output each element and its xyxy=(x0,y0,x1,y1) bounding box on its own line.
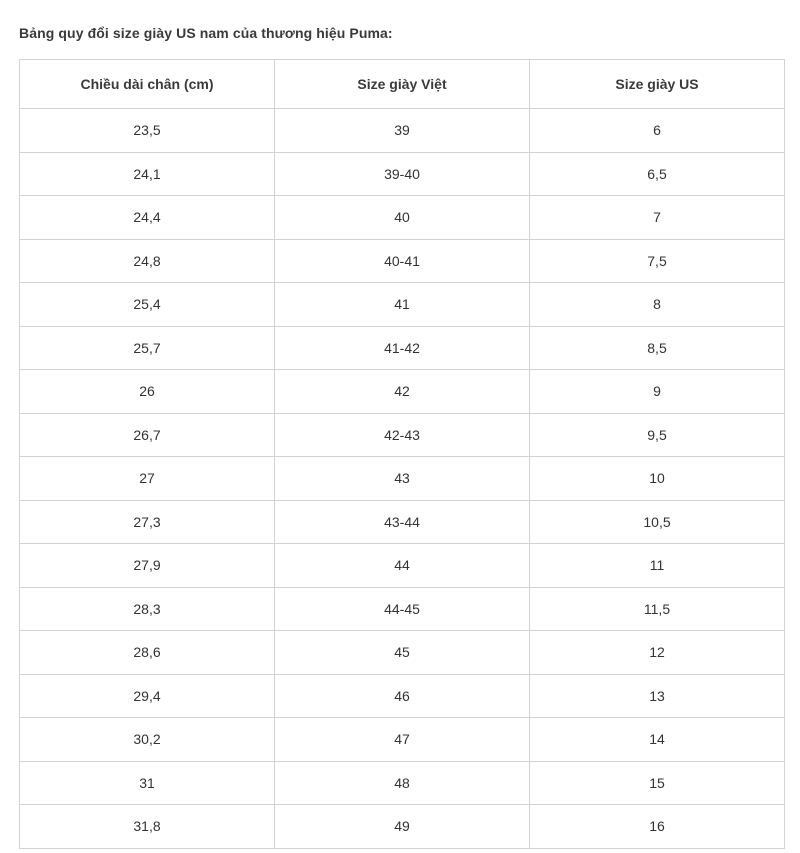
cell-foot-length: 26 xyxy=(20,370,275,414)
cell-us-size: 10,5 xyxy=(530,500,785,544)
cell-us-size: 10 xyxy=(530,457,785,501)
cell-vn-size: 40-41 xyxy=(275,239,530,283)
cell-vn-size: 44 xyxy=(275,544,530,588)
cell-us-size: 6 xyxy=(530,109,785,153)
cell-vn-size: 49 xyxy=(275,805,530,849)
size-conversion-table xyxy=(19,59,785,849)
cell-us-size: 7 xyxy=(530,196,785,240)
header-vn-size: Size giày Việt xyxy=(275,60,530,109)
table-row xyxy=(20,718,785,762)
table-row xyxy=(20,544,785,588)
cell-vn-size: 46 xyxy=(275,674,530,718)
header-us-size: Size giày US xyxy=(530,60,785,109)
cell-vn-size: 41 xyxy=(275,283,530,327)
cell-us-size: 12 xyxy=(530,631,785,675)
cell-vn-size: 40 xyxy=(275,196,530,240)
table-row xyxy=(20,326,785,370)
cell-vn-size: 45 xyxy=(275,631,530,675)
table-row xyxy=(20,761,785,805)
cell-us-size: 8 xyxy=(530,283,785,327)
cell-vn-size: 39 xyxy=(275,109,530,153)
cell-vn-size: 42-43 xyxy=(275,413,530,457)
cell-foot-length: 25,4 xyxy=(20,283,275,327)
cell-us-size: 6,5 xyxy=(530,152,785,196)
table-row xyxy=(20,500,785,544)
cell-foot-length: 27,3 xyxy=(20,500,275,544)
cell-foot-length: 24,8 xyxy=(20,239,275,283)
cell-us-size: 9 xyxy=(530,370,785,414)
cell-vn-size: 42 xyxy=(275,370,530,414)
table-row xyxy=(20,587,785,631)
cell-foot-length: 25,7 xyxy=(20,326,275,370)
cell-vn-size: 41-42 xyxy=(275,326,530,370)
cell-vn-size: 43-44 xyxy=(275,500,530,544)
cell-foot-length: 28,3 xyxy=(20,587,275,631)
cell-foot-length: 31 xyxy=(20,761,275,805)
cell-us-size: 15 xyxy=(530,761,785,805)
cell-vn-size: 44-45 xyxy=(275,587,530,631)
cell-us-size: 7,5 xyxy=(530,239,785,283)
table-row xyxy=(20,413,785,457)
cell-foot-length: 29,4 xyxy=(20,674,275,718)
cell-us-size: 14 xyxy=(530,718,785,762)
page-title: Bảng quy đổi size giày US nam của thương hiệu Puma: xyxy=(19,25,393,41)
table-row xyxy=(20,805,785,849)
cell-vn-size: 39-40 xyxy=(275,152,530,196)
table-body xyxy=(20,109,785,849)
cell-vn-size: 47 xyxy=(275,718,530,762)
header-foot-length: Chiều dài chân (cm) xyxy=(20,60,275,109)
table-row xyxy=(20,457,785,501)
table-row xyxy=(20,239,785,283)
cell-us-size: 9,5 xyxy=(530,413,785,457)
cell-foot-length: 23,5 xyxy=(20,109,275,153)
cell-foot-length: 30,2 xyxy=(20,718,275,762)
table-row xyxy=(20,152,785,196)
table-row xyxy=(20,283,785,327)
table-header-row xyxy=(20,60,785,109)
cell-foot-length: 26,7 xyxy=(20,413,275,457)
cell-foot-length: 28,6 xyxy=(20,631,275,675)
cell-foot-length: 31,8 xyxy=(20,805,275,849)
cell-vn-size: 48 xyxy=(275,761,530,805)
cell-foot-length: 27,9 xyxy=(20,544,275,588)
table-row xyxy=(20,196,785,240)
cell-us-size: 8,5 xyxy=(530,326,785,370)
cell-foot-length: 27 xyxy=(20,457,275,501)
cell-us-size: 11 xyxy=(530,544,785,588)
table-row xyxy=(20,109,785,153)
cell-us-size: 11,5 xyxy=(530,587,785,631)
table-row xyxy=(20,370,785,414)
cell-us-size: 16 xyxy=(530,805,785,849)
cell-us-size: 13 xyxy=(530,674,785,718)
cell-foot-length: 24,4 xyxy=(20,196,275,240)
table-row xyxy=(20,674,785,718)
cell-foot-length: 24,1 xyxy=(20,152,275,196)
cell-vn-size: 43 xyxy=(275,457,530,501)
table-row xyxy=(20,631,785,675)
